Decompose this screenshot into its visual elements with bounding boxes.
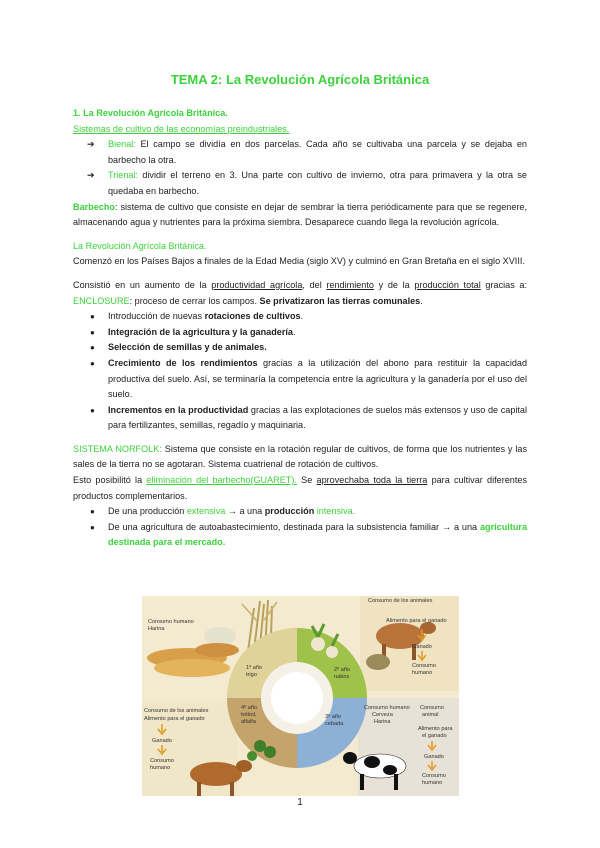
text-run: gracias a: <box>480 279 527 290</box>
text-run: . <box>420 295 423 306</box>
text-run: De una agricultura de autoabastecimiento, destinada para la subsistencia familiar → a una <box>108 521 480 532</box>
list-item <box>73 340 527 356</box>
bold-run: Integración de la agricultura y la ganadería <box>108 326 293 337</box>
rotation-wheel <box>227 628 367 768</box>
privatizaron-text: Se privatizaron las tierras comunales <box>259 295 421 306</box>
intensiva-term: intensiva. <box>316 506 356 517</box>
br-right-label-3: Alimento para <box>418 726 453 732</box>
section3-paragraph2 <box>73 473 527 504</box>
br-left-label-2: Cerveza <box>372 712 393 718</box>
text-run: De una producción <box>108 506 187 517</box>
bl-label-4: Consumo <box>150 758 174 764</box>
trienal-term: Trienal: <box>108 170 138 181</box>
bold-run: Incrementos en la productividad <box>108 404 249 415</box>
seg3-crop: cebada <box>325 721 344 727</box>
text-run: Introducción de nuevas <box>108 311 205 322</box>
tr-label-2: Alimento para el ganado <box>386 618 447 624</box>
arrow-icon: ➔ <box>87 170 95 181</box>
br-right-label-7: humano <box>422 780 443 786</box>
tr-label-5: humano <box>412 670 433 676</box>
trienal-item <box>73 168 527 199</box>
br-left-label-1: Consumo humano <box>364 705 410 711</box>
barbecho-text: : sistema de cultivo que consiste en dejar de sembrar la tierra periódicamente para que se regenere, almacenando agua y nutrientes para la próxima siembra. Desaparece cuando llega la revolución agrícola. <box>73 201 527 228</box>
norfolk-term: SISTEMA NORFOLK: <box>73 443 162 454</box>
bullet-icon: ● <box>90 343 95 353</box>
seg4-label: 4º año <box>241 705 258 711</box>
bold-run: producción <box>264 506 315 517</box>
seg3-label: 3º año <box>325 714 342 720</box>
seg2-crop: nabos <box>334 674 350 680</box>
text-run: . <box>300 311 304 322</box>
bienal-term: Bienal: <box>108 139 136 150</box>
bl-label-1: Consumo de los animales <box>144 708 209 714</box>
mercado-term: agricultura destinada para el mercado. <box>108 521 527 548</box>
crop-rotation-figure <box>142 596 459 796</box>
bold-run: rotaciones de cultivos <box>204 311 301 322</box>
guaret-term: eliminación del barbecho(GUARET). <box>146 475 297 486</box>
rendimiento-term: rendimiento <box>326 279 374 290</box>
bold-run: Crecimiento de los rendimientos <box>108 357 258 368</box>
section1-heading: 1. La Revolución Agrícola Británica. <box>73 108 228 118</box>
seg4-crop2: alfalfa <box>241 719 256 725</box>
text-run: gracias a las explotaciones de suelos más extensos y uso de capital para fertilizantes, semillas, regadío y maquinaria. <box>108 404 527 431</box>
text-run: gracias a la utilización del abono para restituir la capacidad productiva del suelo. Así, se terminaría la competencia entre la agricultura y la ganadería por el uso del suelo. <box>108 357 528 400</box>
br-right-label-4: el ganado <box>422 733 447 739</box>
bl-label-5: humano <box>150 765 171 771</box>
br-right-label-2: animal <box>422 712 439 718</box>
br-right-label-5: Ganado <box>424 754 444 760</box>
list-item <box>73 520 527 551</box>
page-number: 1 <box>297 797 303 808</box>
text-run: Esto posibilitó la <box>73 475 147 486</box>
tl-label-1: Consumo humano <box>148 619 194 625</box>
list-item <box>73 504 527 520</box>
bold-run: Selección de semillas y de animales. <box>108 342 267 353</box>
tr-label-3: Ganado <box>412 644 432 650</box>
list-item <box>73 356 527 403</box>
document-body <box>73 106 527 551</box>
bullet-icon: ● <box>90 405 95 415</box>
br-left-label-3: Harina <box>374 719 391 725</box>
text-run: y de la <box>373 279 415 290</box>
arrow-icon: ➔ <box>87 139 95 150</box>
bullet-icon: ● <box>90 312 95 322</box>
tl-label-2: Harina <box>148 626 165 632</box>
section2-heading: La Revolución Agrícola Británica. <box>73 240 207 251</box>
extensiva-term: extensiva <box>186 506 226 517</box>
bullet-icon: ● <box>90 507 95 517</box>
br-right-label-1: Consumo <box>420 705 444 711</box>
barbecho-definition <box>73 200 527 231</box>
bullet-icon: ● <box>90 327 95 337</box>
norfolk-text: Sistema que consiste en la rotación regular de cultivos, de forma que los nutrientes y las sales de la tierra no se agotaran. Sistema cuatrienal de rotación de cultivos. <box>73 443 527 470</box>
crop-rotation-illustration <box>142 596 459 796</box>
text-run: , del <box>302 279 327 290</box>
section2-paragraph1: Comenzó en los Países Bajos a finales de la Edad Media (siglo XV) y culminó en Gran Bretaña en el siglo XVIII. <box>73 256 525 267</box>
tr-label-1: Consumo de los animales <box>368 598 433 604</box>
bienal-text: El campo se dividía en dos parcelas. Cada año se cultivaba una parcela y se dejaba en barbecho la otra. <box>108 139 527 165</box>
trienal-text: dividir el terreno en 3. Una parte con cultivo de invierno, otra para primavera y la otra se quedaba en barbecho. <box>108 170 527 196</box>
text-run: para cultivar diferentes productos complementarios. <box>73 475 527 501</box>
text-run: Consistió en un aumento de la <box>73 279 212 290</box>
section1-subheading: Sistemas de cultivo de las economías preindustriales. <box>73 123 290 134</box>
text-run: . <box>292 326 296 337</box>
seg4-crop1: trébol, <box>241 712 257 718</box>
norfolk-definition <box>73 442 527 473</box>
bl-label-3: Ganado <box>152 738 172 744</box>
tr-label-4: Consumo <box>412 663 436 669</box>
list-item <box>73 403 527 434</box>
bl-label-2: Alimento para el ganado <box>144 716 205 722</box>
section2-paragraph2 <box>73 278 527 309</box>
sack-icon <box>366 654 390 670</box>
seg2-label: 2º año <box>334 667 351 673</box>
document-title: TEMA 2: La Revolución Agrícola Británica <box>170 72 430 87</box>
text-run: Se <box>296 475 317 486</box>
flour-icon <box>204 627 236 645</box>
text-run: → a una <box>225 506 265 517</box>
text-run: : proceso de cerrar los campos. <box>129 295 260 306</box>
productividad-term: productividad agrícola <box>211 279 303 290</box>
br-right-label-6: Consumo <box>422 773 446 779</box>
bienal-item <box>73 137 527 168</box>
bullet-icon: ● <box>90 358 95 368</box>
enclosure-term: ENCLOSURE <box>73 295 130 306</box>
produccion-term: producción total <box>414 279 481 290</box>
barbecho-term: Barbecho <box>73 201 115 212</box>
bullet-icon: ● <box>90 522 95 532</box>
list-item <box>73 309 527 325</box>
list-item <box>73 325 527 341</box>
seg1-label: 1º año <box>246 665 263 671</box>
aprovechaba-term: aprovechaba toda la tierra <box>316 475 428 486</box>
seg1-crop: trigo <box>246 672 257 678</box>
